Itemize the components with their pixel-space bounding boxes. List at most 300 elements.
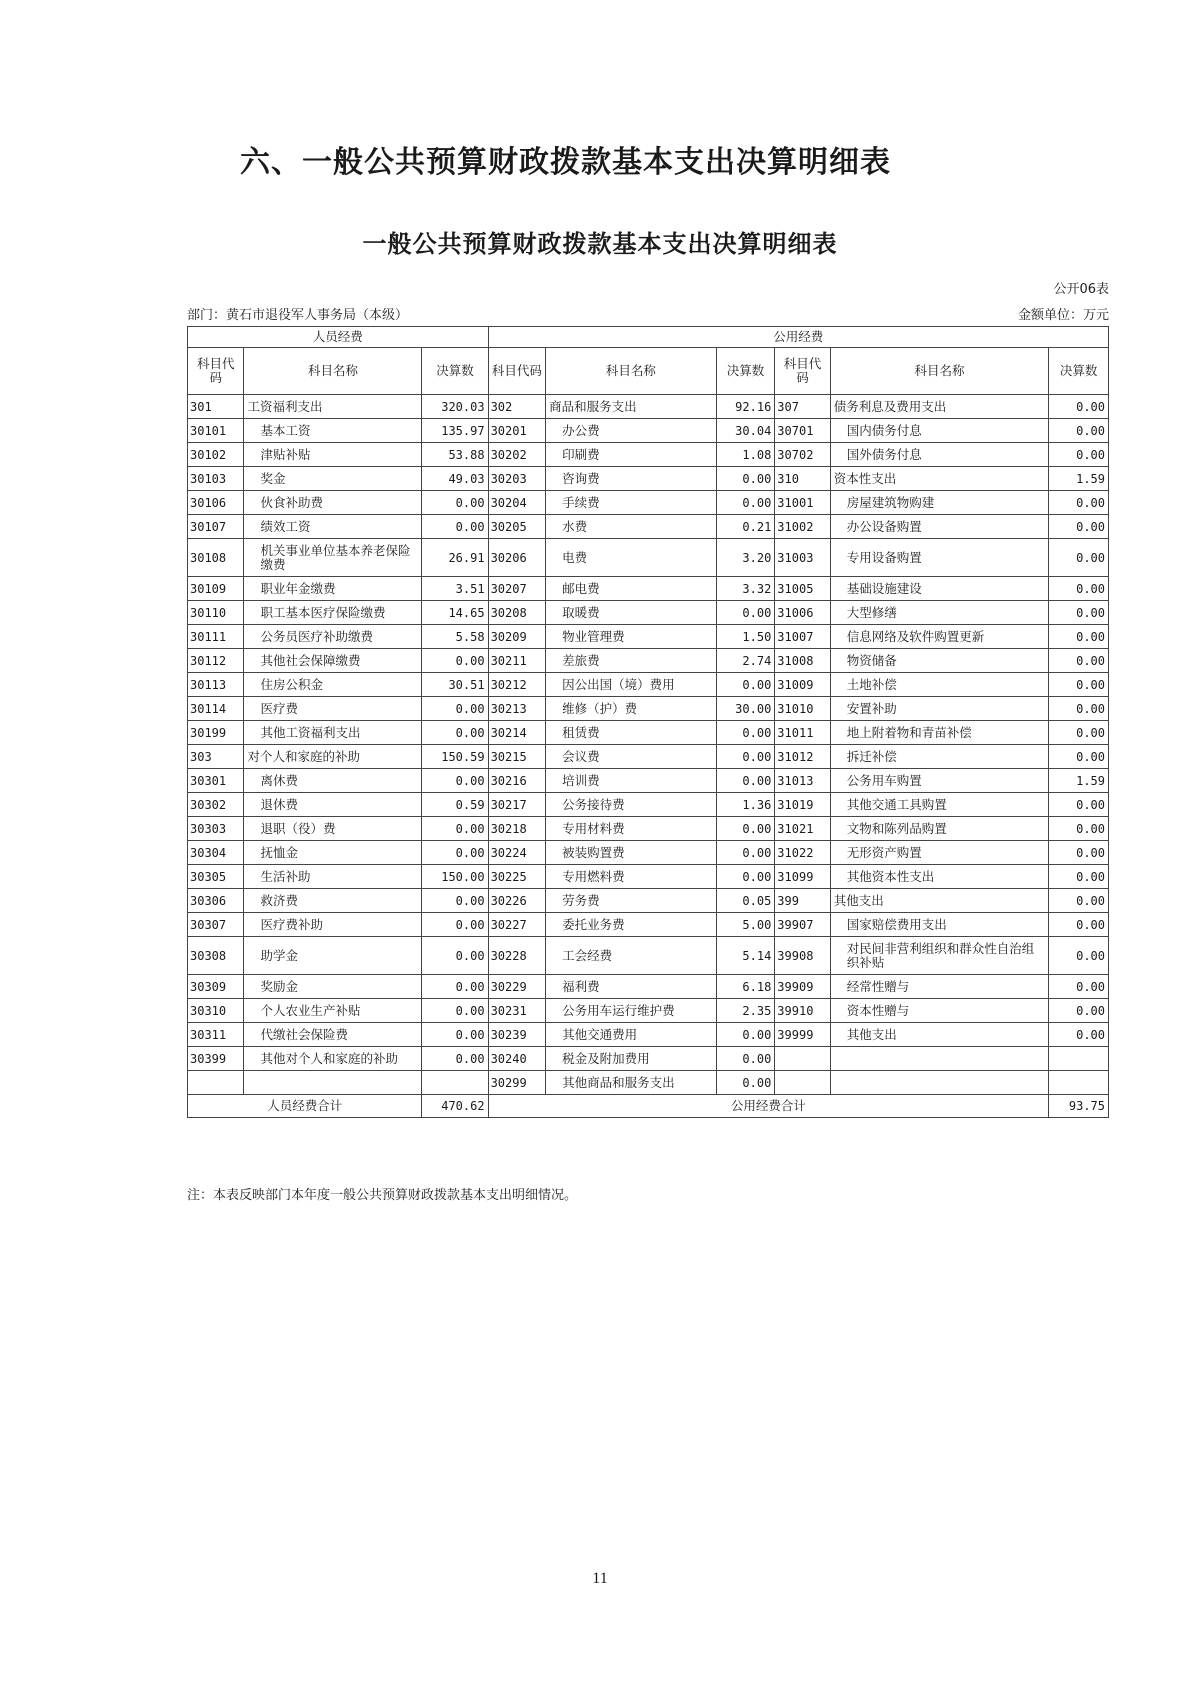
public-code-cell: 30218 [488, 817, 546, 841]
table-row [188, 817, 1109, 841]
personnel-amount-cell: 0.00 [422, 999, 488, 1023]
personnel-name-cell: 对个人和家庭的补助 [244, 745, 422, 769]
capital-code-cell: 31007 [775, 625, 830, 649]
personnel-amount-cell: 150.59 [422, 745, 488, 769]
column-header-row [188, 348, 1109, 395]
public-name-cell: 办公费 [546, 419, 717, 443]
capital-code-cell [775, 1071, 830, 1095]
personnel-code-cell: 30107 [188, 515, 244, 539]
capital-amount-cell: 0.00 [1049, 975, 1109, 999]
capital-amount-cell: 0.00 [1049, 889, 1109, 913]
capital-name-cell: 大型修缮 [830, 601, 1049, 625]
capital-amount-cell: 0.00 [1049, 673, 1109, 697]
public-amount-cell: 0.00 [716, 601, 775, 625]
personnel-total-value: 470.62 [422, 1095, 488, 1118]
table-row [188, 625, 1109, 649]
table-row [188, 491, 1109, 515]
capital-name-cell: 对民间非营利组织和群众性自治组织补贴 [830, 937, 1049, 975]
personnel-amount-cell: 0.00 [422, 817, 488, 841]
capital-name-cell: 信息网络及软件购置更新 [830, 625, 1049, 649]
public-name-cell: 手续费 [546, 491, 717, 515]
public-amount-cell: 92.16 [716, 395, 775, 419]
capital-code-cell: 399 [775, 889, 830, 913]
personnel-code-cell: 30114 [188, 697, 244, 721]
public-code-cell: 30229 [488, 975, 546, 999]
public-amount-cell: 0.00 [716, 1023, 775, 1047]
public-amount-cell: 2.35 [716, 999, 775, 1023]
personnel-name-cell: 其他社会保障缴费 [244, 649, 422, 673]
public-amount-cell: 5.14 [716, 937, 775, 975]
capital-amount-cell: 0.00 [1049, 745, 1109, 769]
capital-amount-cell [1049, 1047, 1109, 1071]
personnel-name-cell: 救济费 [244, 889, 422, 913]
personnel-code-cell: 30307 [188, 913, 244, 937]
capital-code-cell: 30701 [775, 419, 830, 443]
capital-amount-cell: 0.00 [1049, 913, 1109, 937]
capital-code-cell: 310 [775, 467, 830, 491]
col-code-2: 科目代码 [488, 348, 546, 395]
personnel-name-cell: 伙食补助费 [244, 491, 422, 515]
capital-name-cell: 资本性支出 [830, 467, 1049, 491]
capital-code-cell: 31011 [775, 721, 830, 745]
totals-row [188, 1095, 1109, 1118]
table-row [188, 865, 1109, 889]
public-amount-cell: 3.32 [716, 577, 775, 601]
public-amount-cell: 0.00 [716, 721, 775, 745]
table-body [188, 395, 1109, 1095]
capital-name-cell: 其他资本性支出 [830, 865, 1049, 889]
col-code-3: 科目代码 [775, 348, 830, 395]
capital-code-cell: 31003 [775, 539, 830, 577]
capital-name-cell: 地上附着物和青苗补偿 [830, 721, 1049, 745]
public-code-cell: 30203 [488, 467, 546, 491]
capital-name-cell: 国外债务付息 [830, 443, 1049, 467]
capital-name-cell: 其他支出 [830, 1023, 1049, 1047]
col-name-1: 科目名称 [244, 348, 422, 395]
personnel-code-cell: 30110 [188, 601, 244, 625]
col-code-1: 科目代码 [188, 348, 244, 395]
personnel-name-cell: 基本工资 [244, 419, 422, 443]
public-code-cell: 30202 [488, 443, 546, 467]
personnel-code-cell: 303 [188, 745, 244, 769]
capital-amount-cell [1049, 1071, 1109, 1095]
capital-amount-cell: 1.59 [1049, 467, 1109, 491]
personnel-amount-cell: 0.00 [422, 515, 488, 539]
personnel-amount-cell: 3.51 [422, 577, 488, 601]
capital-amount-cell: 0.00 [1049, 491, 1109, 515]
capital-name-cell: 专用设备购置 [830, 539, 1049, 577]
public-code-cell: 30201 [488, 419, 546, 443]
table-row [188, 913, 1109, 937]
public-name-cell: 物业管理费 [546, 625, 717, 649]
public-code-cell: 30240 [488, 1047, 546, 1071]
public-name-cell: 其他商品和服务支出 [546, 1071, 717, 1095]
table-row [188, 673, 1109, 697]
col-amount-3: 决算数 [1049, 348, 1109, 395]
public-code-cell: 30207 [488, 577, 546, 601]
capital-amount-cell: 0.00 [1049, 793, 1109, 817]
personnel-code-cell: 30108 [188, 539, 244, 577]
capital-code-cell: 31009 [775, 673, 830, 697]
capital-code-cell: 39908 [775, 937, 830, 975]
public-amount-cell: 0.00 [716, 467, 775, 491]
capital-name-cell: 房屋建筑物购建 [830, 491, 1049, 515]
personnel-code-cell: 30301 [188, 769, 244, 793]
table-row [188, 1071, 1109, 1095]
public-amount-cell: 0.00 [716, 745, 775, 769]
personnel-name-cell: 生活补助 [244, 865, 422, 889]
personnel-amount-cell: 5.58 [422, 625, 488, 649]
personnel-name-cell: 助学金 [244, 937, 422, 975]
personnel-name-cell: 公务员医疗补助缴费 [244, 625, 422, 649]
capital-amount-cell: 0.00 [1049, 625, 1109, 649]
col-name-3: 科目名称 [830, 348, 1049, 395]
public-amount-cell: 0.00 [716, 1071, 775, 1095]
capital-name-cell: 公务用车购置 [830, 769, 1049, 793]
capital-code-cell: 31001 [775, 491, 830, 515]
capital-name-cell: 国家赔偿费用支出 [830, 913, 1049, 937]
public-code-cell: 302 [488, 395, 546, 419]
table-row [188, 721, 1109, 745]
capital-name-cell: 办公设备购置 [830, 515, 1049, 539]
table-row [188, 395, 1109, 419]
personnel-name-cell: 抚恤金 [244, 841, 422, 865]
public-code-cell: 30209 [488, 625, 546, 649]
personnel-code-cell: 30303 [188, 817, 244, 841]
personnel-amount-cell: 0.00 [422, 721, 488, 745]
table-row [188, 601, 1109, 625]
unit-label: 金额单位：万元 [1017, 308, 1109, 323]
public-name-cell: 租赁费 [546, 721, 717, 745]
personnel-code-cell: 30106 [188, 491, 244, 515]
capital-code-cell: 31099 [775, 865, 830, 889]
personnel-amount-cell: 135.97 [422, 419, 488, 443]
personnel-code-cell: 30199 [188, 721, 244, 745]
personnel-amount-cell: 0.00 [422, 975, 488, 999]
public-name-cell: 税金及附加费用 [546, 1047, 717, 1071]
personnel-code-cell: 30305 [188, 865, 244, 889]
personnel-name-cell: 其他对个人和家庭的补助 [244, 1047, 422, 1071]
personnel-amount-cell: 0.00 [422, 769, 488, 793]
capital-amount-cell: 0.00 [1049, 721, 1109, 745]
capital-amount-cell: 0.00 [1049, 419, 1109, 443]
public-name-cell: 商品和服务支出 [546, 395, 717, 419]
table-row [188, 1023, 1109, 1047]
capital-amount-cell: 0.00 [1049, 865, 1109, 889]
personnel-code-cell: 30103 [188, 467, 244, 491]
public-amount-cell: 1.50 [716, 625, 775, 649]
public-amount-cell: 2.74 [716, 649, 775, 673]
col-amount-1: 决算数 [422, 348, 488, 395]
personnel-amount-cell: 30.51 [422, 673, 488, 697]
capital-name-cell: 资本性赠与 [830, 999, 1049, 1023]
public-code-cell: 30211 [488, 649, 546, 673]
public-code-cell: 30224 [488, 841, 546, 865]
personnel-amount-cell: 0.00 [422, 889, 488, 913]
capital-amount-cell: 0.00 [1049, 999, 1109, 1023]
public-total-value: 93.75 [1049, 1095, 1109, 1118]
public-name-cell: 水费 [546, 515, 717, 539]
capital-name-cell: 基础设施建设 [830, 577, 1049, 601]
public-name-cell: 培训费 [546, 769, 717, 793]
capital-name-cell: 其他支出 [830, 889, 1049, 913]
expenditure-detail-table [187, 326, 1109, 1118]
public-code-cell: 30206 [488, 539, 546, 577]
public-name-cell: 专用材料费 [546, 817, 717, 841]
public-amount-cell: 0.00 [716, 491, 775, 515]
public-name-cell: 维修（护）费 [546, 697, 717, 721]
personnel-amount-cell: 0.00 [422, 1023, 488, 1047]
capital-amount-cell: 0.00 [1049, 937, 1109, 975]
capital-amount-cell: 0.00 [1049, 443, 1109, 467]
personnel-amount-cell: 0.00 [422, 649, 488, 673]
capital-amount-cell: 0.00 [1049, 697, 1109, 721]
public-code-cell: 30227 [488, 913, 546, 937]
public-amount-cell: 30.04 [716, 419, 775, 443]
capital-code-cell: 39910 [775, 999, 830, 1023]
personnel-name-cell: 代缴社会保险费 [244, 1023, 422, 1047]
personnel-amount-cell: 320.03 [422, 395, 488, 419]
public-amount-cell: 0.00 [716, 1047, 775, 1071]
capital-amount-cell: 0.00 [1049, 539, 1109, 577]
public-code-cell: 30215 [488, 745, 546, 769]
public-code-cell: 30299 [488, 1071, 546, 1095]
public-amount-cell: 1.36 [716, 793, 775, 817]
capital-name-cell: 土地补偿 [830, 673, 1049, 697]
capital-code-cell: 31002 [775, 515, 830, 539]
capital-name-cell: 物资储备 [830, 649, 1049, 673]
table-row [188, 443, 1109, 467]
public-name-cell: 取暖费 [546, 601, 717, 625]
form-number: 公开06表 [1053, 282, 1109, 297]
public-amount-cell: 30.00 [716, 697, 775, 721]
table-row [188, 1047, 1109, 1071]
capital-code-cell: 31021 [775, 817, 830, 841]
personnel-name-cell: 退休费 [244, 793, 422, 817]
public-amount-cell: 6.18 [716, 975, 775, 999]
public-amount-cell: 0.05 [716, 889, 775, 913]
public-name-cell: 劳务费 [546, 889, 717, 913]
public-amount-cell: 5.00 [716, 913, 775, 937]
personnel-amount-cell [422, 1071, 488, 1095]
public-code-cell: 30204 [488, 491, 546, 515]
col-amount-2: 决算数 [716, 348, 775, 395]
personnel-name-cell: 住房公积金 [244, 673, 422, 697]
public-amount-cell: 0.00 [716, 673, 775, 697]
capital-code-cell: 307 [775, 395, 830, 419]
public-total-label: 公用经费合计 [488, 1095, 1049, 1118]
capital-code-cell: 39907 [775, 913, 830, 937]
capital-code-cell: 31012 [775, 745, 830, 769]
capital-code-cell: 31006 [775, 601, 830, 625]
personnel-amount-cell: 0.00 [422, 491, 488, 515]
public-code-cell: 30216 [488, 769, 546, 793]
table-row [188, 419, 1109, 443]
table-row [188, 999, 1109, 1023]
capital-code-cell: 31022 [775, 841, 830, 865]
capital-amount-cell: 0.00 [1049, 577, 1109, 601]
table-row [188, 515, 1109, 539]
public-amount-cell: 3.20 [716, 539, 775, 577]
public-name-cell: 邮电费 [546, 577, 717, 601]
personnel-name-cell: 绩效工资 [244, 515, 422, 539]
capital-amount-cell: 0.00 [1049, 1023, 1109, 1047]
personnel-name-cell: 其他工资福利支出 [244, 721, 422, 745]
public-code-cell: 30208 [488, 601, 546, 625]
personnel-amount-cell: 0.59 [422, 793, 488, 817]
personnel-name-cell: 个人农业生产补贴 [244, 999, 422, 1023]
page-heading: 六、一般公共预算财政拨款基本支出决算明细表 [240, 145, 891, 180]
personnel-code-cell: 30302 [188, 793, 244, 817]
personnel-name-cell [244, 1071, 422, 1095]
public-name-cell: 其他交通费用 [546, 1023, 717, 1047]
public-name-cell: 电费 [546, 539, 717, 577]
personnel-code-cell: 30309 [188, 975, 244, 999]
public-name-cell: 委托业务费 [546, 913, 717, 937]
capital-amount-cell: 1.59 [1049, 769, 1109, 793]
capital-amount-cell: 0.00 [1049, 649, 1109, 673]
personnel-code-cell [188, 1071, 244, 1095]
personnel-code-cell: 30399 [188, 1047, 244, 1071]
capital-name-cell: 无形资产购置 [830, 841, 1049, 865]
table-row [188, 889, 1109, 913]
personnel-code-cell: 30101 [188, 419, 244, 443]
table-row [188, 649, 1109, 673]
page-number: 11 [592, 1570, 608, 1587]
capital-amount-cell: 0.00 [1049, 817, 1109, 841]
public-group-header: 公用经费 [488, 327, 1108, 348]
public-code-cell: 30212 [488, 673, 546, 697]
public-name-cell: 印刷费 [546, 443, 717, 467]
personnel-name-cell: 工资福利支出 [244, 395, 422, 419]
meta-row [187, 308, 1109, 324]
personnel-amount-cell: 0.00 [422, 841, 488, 865]
personnel-name-cell: 机关事业单位基本养老保险缴费 [244, 539, 422, 577]
personnel-code-cell: 30306 [188, 889, 244, 913]
col-name-2: 科目名称 [546, 348, 717, 395]
department-label: 部门：黄石市退役军人事务局（本级） [187, 308, 409, 323]
capital-name-cell: 安置补助 [830, 697, 1049, 721]
public-name-cell: 会议费 [546, 745, 717, 769]
capital-name-cell: 经常性赠与 [830, 975, 1049, 999]
personnel-amount-cell: 0.00 [422, 1047, 488, 1071]
personnel-code-cell: 30111 [188, 625, 244, 649]
personnel-amount-cell: 26.91 [422, 539, 488, 577]
table-row [188, 697, 1109, 721]
public-name-cell: 专用燃料费 [546, 865, 717, 889]
capital-name-cell: 债务利息及费用支出 [830, 395, 1049, 419]
table-row [188, 577, 1109, 601]
public-name-cell: 差旅费 [546, 649, 717, 673]
table-row [188, 937, 1109, 975]
capital-code-cell: 39909 [775, 975, 830, 999]
table-row [188, 539, 1109, 577]
capital-name-cell: 国内债务付息 [830, 419, 1049, 443]
personnel-amount-cell: 0.00 [422, 913, 488, 937]
public-name-cell: 被装购置费 [546, 841, 717, 865]
personnel-name-cell: 离休费 [244, 769, 422, 793]
personnel-code-cell: 30102 [188, 443, 244, 467]
personnel-name-cell: 职业年金缴费 [244, 577, 422, 601]
public-amount-cell: 1.08 [716, 443, 775, 467]
capital-code-cell [775, 1047, 830, 1071]
capital-name-cell [830, 1047, 1049, 1071]
public-amount-cell: 0.00 [716, 769, 775, 793]
group-header-row [188, 327, 1109, 348]
personnel-amount-cell: 0.00 [422, 697, 488, 721]
capital-code-cell: 31019 [775, 793, 830, 817]
capital-amount-cell: 0.00 [1049, 515, 1109, 539]
public-code-cell: 30217 [488, 793, 546, 817]
table-row [188, 975, 1109, 999]
personnel-name-cell: 医疗费 [244, 697, 422, 721]
table-row [188, 793, 1109, 817]
personnel-code-cell: 30304 [188, 841, 244, 865]
capital-amount-cell: 0.00 [1049, 395, 1109, 419]
public-amount-cell: 0.00 [716, 817, 775, 841]
public-name-cell: 工会经费 [546, 937, 717, 975]
capital-code-cell: 39999 [775, 1023, 830, 1047]
public-code-cell: 30228 [488, 937, 546, 975]
capital-code-cell: 31005 [775, 577, 830, 601]
personnel-amount-cell: 49.03 [422, 467, 488, 491]
capital-name-cell: 其他交通工具购置 [830, 793, 1049, 817]
personnel-code-cell: 301 [188, 395, 244, 419]
personnel-code-cell: 30112 [188, 649, 244, 673]
personnel-code-cell: 30113 [188, 673, 244, 697]
personnel-amount-cell: 14.65 [422, 601, 488, 625]
capital-name-cell [830, 1071, 1049, 1095]
public-name-cell: 公务用车运行维护费 [546, 999, 717, 1023]
personnel-name-cell: 退职（役）费 [244, 817, 422, 841]
public-name-cell: 因公出国（境）费用 [546, 673, 717, 697]
personnel-group-header: 人员经费 [188, 327, 489, 348]
table-row [188, 745, 1109, 769]
public-code-cell: 30213 [488, 697, 546, 721]
personnel-code-cell: 30310 [188, 999, 244, 1023]
table-title: 一般公共预算财政拨款基本支出决算明细表 [362, 230, 838, 258]
personnel-name-cell: 医疗费补助 [244, 913, 422, 937]
public-code-cell: 30231 [488, 999, 546, 1023]
table-note: 注：本表反映部门本年度一般公共预算财政拨款基本支出明细情况。 [187, 1188, 578, 1203]
public-name-cell: 公务接待费 [546, 793, 717, 817]
personnel-name-cell: 奖金 [244, 467, 422, 491]
public-name-cell: 福利费 [546, 975, 717, 999]
public-amount-cell: 0.00 [716, 841, 775, 865]
public-amount-cell: 0.21 [716, 515, 775, 539]
personnel-name-cell: 津贴补贴 [244, 443, 422, 467]
capital-name-cell: 拆迁补偿 [830, 745, 1049, 769]
public-amount-cell: 0.00 [716, 865, 775, 889]
personnel-code-cell: 30311 [188, 1023, 244, 1047]
capital-name-cell: 文物和陈列品购置 [830, 817, 1049, 841]
capital-code-cell: 30702 [775, 443, 830, 467]
public-name-cell: 咨询费 [546, 467, 717, 491]
capital-amount-cell: 0.00 [1049, 841, 1109, 865]
personnel-amount-cell: 53.88 [422, 443, 488, 467]
personnel-amount-cell: 150.00 [422, 865, 488, 889]
table-row [188, 467, 1109, 491]
capital-code-cell: 31010 [775, 697, 830, 721]
public-code-cell: 30226 [488, 889, 546, 913]
table-row [188, 769, 1109, 793]
public-code-cell: 30205 [488, 515, 546, 539]
personnel-total-label: 人员经费合计 [188, 1095, 422, 1118]
public-code-cell: 30225 [488, 865, 546, 889]
personnel-code-cell: 30109 [188, 577, 244, 601]
capital-code-cell: 31008 [775, 649, 830, 673]
personnel-name-cell: 职工基本医疗保险缴费 [244, 601, 422, 625]
